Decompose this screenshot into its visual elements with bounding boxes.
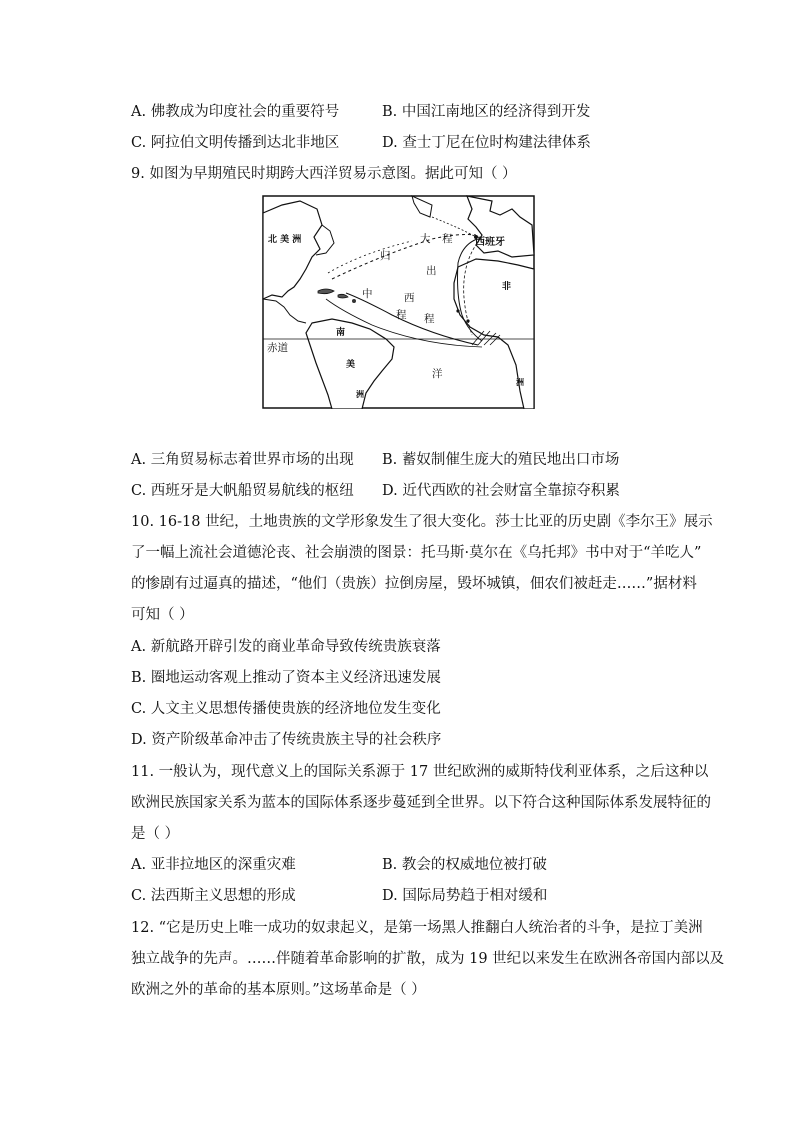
label-equator: 赤道 bbox=[267, 342, 288, 354]
q8-option-a: A. 佛教成为印度社会的重要符号 bbox=[131, 104, 340, 120]
q9-option-a: A. 三角贸易标志着世界市场的出现 bbox=[131, 452, 354, 468]
label-middle-2: 程 bbox=[396, 309, 407, 321]
q9-stem: 9. 如图为早期殖民时期跨大西洋贸易示意图。据此可知（ ） bbox=[131, 166, 517, 182]
label-south-america-2: 美 bbox=[346, 360, 356, 370]
label-spain: 西班牙 bbox=[475, 237, 505, 248]
label-west: 西 bbox=[404, 292, 415, 304]
q8-option-b: B. 中国江南地区的经济得到开发 bbox=[382, 104, 591, 120]
label-africa-2: 洲 bbox=[516, 378, 524, 387]
q11-line-2: 欧洲民族国家关系为蓝本的国际体系逐步蔓延到全世界。以下符合这种国际体系发展特征的 bbox=[131, 795, 711, 811]
label-out-2: 程 bbox=[424, 313, 435, 325]
q10-option-d: D. 资产阶级革命冲击了传统贵族主导的社会秩序 bbox=[131, 732, 442, 748]
q10-option-c: C. 人文主义思想传播使贵族的经济地位发生变化 bbox=[131, 701, 441, 717]
label-south-america-1: 南 bbox=[336, 328, 346, 338]
label-ocean: 洋 bbox=[432, 368, 443, 380]
label-africa-1: 非 bbox=[502, 282, 512, 292]
q11-option-b: B. 教会的权威地位被打破 bbox=[382, 857, 547, 873]
label-north-america: 北 美 洲 bbox=[268, 235, 302, 245]
atlantic-trade-map bbox=[262, 195, 535, 409]
q8-option-c: C. 阿拉伯文明传播到达北非地区 bbox=[131, 135, 340, 151]
label-middle: 中 bbox=[362, 288, 373, 300]
q11-option-c: C. 法西斯主义思想的形成 bbox=[131, 888, 296, 904]
label-return-2: 程 bbox=[442, 233, 453, 245]
q10-line-4: 可知（ ） bbox=[131, 607, 194, 623]
q10-line-1: 10. 16-18 世纪，土地贵族的文学形象发生了很大变化。莎士比亚的历史剧《李尔王》展示 bbox=[131, 514, 713, 530]
q9-option-d: D. 近代西欧的社会财富全靠掠夺积累 bbox=[382, 483, 620, 499]
q10-option-b: B. 圈地运动客观上推动了资本主义经济迅速发展 bbox=[131, 670, 441, 686]
q9-option-b: B. 蓄奴制催生庞大的殖民地出口市场 bbox=[382, 452, 620, 468]
label-big: 大 bbox=[420, 233, 431, 245]
q10-line-3: 的惨剧有过逼真的描述，“他们（贵族）拉倒房屋，毁坏城镇，佃农们被赶走……”据材料 bbox=[131, 576, 697, 592]
label-south-america-3: 洲 bbox=[356, 390, 364, 399]
q11-line-1: 11. 一般认为，现代意义上的国际关系源于 17 世纪欧洲的威斯特伐利亚体系，之后这种以 bbox=[131, 764, 709, 780]
q10-line-2: 了一幅上流社会道德沦丧、社会崩溃的图景：托马斯·莫尔在《乌托邦》书中对于“羊吃人” bbox=[131, 545, 702, 561]
label-out-1: 出 bbox=[426, 265, 437, 277]
q12-line-1: 12. “它是历史上唯一成功的奴隶起义，是第一场黑人推翻白人统治者的斗争，是拉丁美洲 bbox=[131, 920, 703, 936]
q11-option-d: D. 国际局势趋于相对缓和 bbox=[382, 888, 548, 904]
q9-option-c: C. 西班牙是大帆船贸易航线的枢纽 bbox=[131, 483, 354, 499]
label-return-1: 归 bbox=[380, 250, 391, 262]
q12-line-3: 欧洲之外的革命的基本原则。”这场革命是（ ） bbox=[131, 982, 426, 998]
q8-option-d: D. 查士丁尼在位时构建法律体系 bbox=[382, 135, 591, 151]
q11-option-a: A. 亚非拉地区的深重灾难 bbox=[131, 857, 296, 873]
q12-line-2: 独立战争的先声。……伴随着革命影响的扩散，成为 19 世纪以来发生在欧洲各帝国内部以及 bbox=[131, 951, 725, 967]
q10-option-a: A. 新航路开辟引发的商业革命导致传统贵族衰落 bbox=[131, 639, 441, 655]
q11-line-3: 是（ ） bbox=[131, 826, 180, 842]
